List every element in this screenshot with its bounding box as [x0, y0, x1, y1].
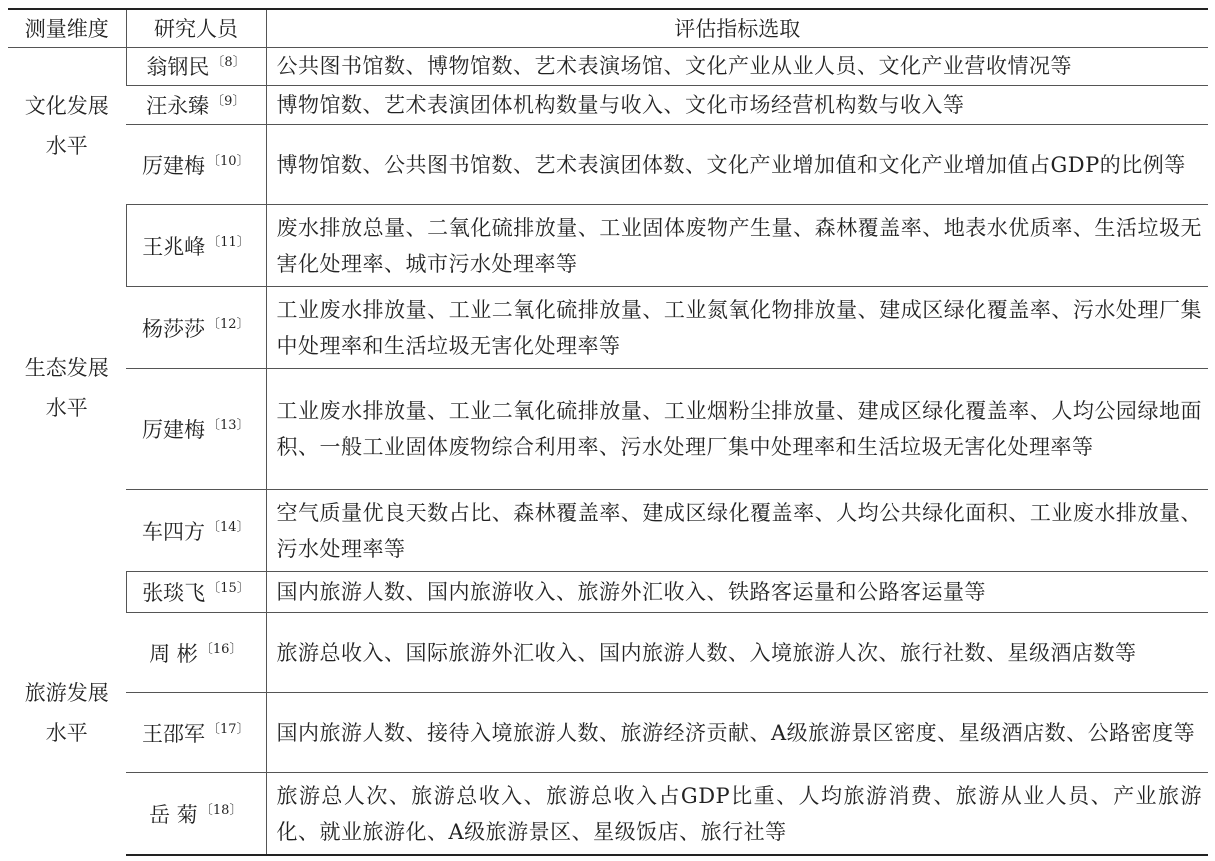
indicator-cell: 废水排放总量、二氧化硫排放量、工业固体废物产生量、森林覆盖率、地表水优质率、生活垃圾无害化处理率、城市污水处理率等 [266, 205, 1208, 287]
researcher-name: 车四方 [141, 519, 205, 544]
indicator-cell: 旅游总人次、旅游总收入、旅游总收入占GDP比重、人均旅游消费、旅游从业人员、产业旅游化、就业旅游化、A级旅游景区、星级饭店、旅行社等 [266, 773, 1208, 855]
table-row [8, 287, 1208, 369]
table-row [8, 572, 1208, 613]
citation-ref: 〔18〕 [199, 802, 243, 818]
researcher-name: 张琰飞 [142, 581, 206, 606]
dimension-label: 生态发展 [24, 356, 109, 381]
citation-ref: 〔13〕 [206, 418, 250, 434]
researcher-cell [126, 693, 266, 773]
indicator-cell: 旅游总收入、国际旅游外汇收入、国内旅游人数、入境旅游人次、旅行社数、星级酒店数等 [266, 613, 1208, 693]
researcher-cell [126, 205, 266, 287]
citation-ref: 〔15〕 [207, 581, 250, 597]
table-row [8, 86, 1208, 125]
table-row [8, 205, 1208, 287]
dimension-label: 水平 [45, 396, 88, 421]
indicator-cell: 空气质量优良天数占比、森林覆盖率、建成区绿化覆盖率、人均公共绿化面积、工业废水排放量、污水处理率等 [266, 490, 1208, 572]
researcher-cell [126, 369, 266, 490]
indicator-cell: 工业废水排放量、工业二氧化硫排放量、工业烟粉尘排放量、建成区绿化覆盖率、人均公园绿地面积、一般工业固体废物综合利用率、污水处理厂集中处理率和生活垃圾无害化处理率等 [266, 369, 1208, 490]
table-row [8, 490, 1208, 572]
indicator-cell: 工业废水排放量、工业二氧化硫排放量、工业氮氧化物排放量、建成区绿化覆盖率、污水处理厂集中处理率和生活垃圾无害化处理率等 [266, 287, 1208, 369]
table-row [8, 773, 1208, 855]
dimension-label: 水平 [45, 721, 88, 746]
indicator-cell: 博物馆数、公共图书馆数、艺术表演团体数、文化产业增加值和文化产业增加值占GDP的比例等 [266, 125, 1208, 205]
researcher-name: 厉建梅 [141, 418, 205, 443]
citation-ref: 〔9〕 [211, 94, 246, 110]
researcher-name: 王兆峰 [142, 234, 206, 259]
table-row [8, 613, 1208, 693]
citation-ref: 〔17〕 [206, 721, 250, 737]
researcher-cell [126, 125, 266, 205]
researcher-cell [126, 86, 266, 125]
indicator-cell: 国内旅游人数、国内旅游收入、旅游外汇收入、铁路客运量和公路客运量等 [266, 572, 1208, 613]
citation-ref: 〔14〕 [206, 519, 250, 535]
researcher-name: 厉建梅 [141, 153, 205, 178]
citation-ref: 〔8〕 [211, 55, 246, 71]
header-dimension: 测量维度 [8, 9, 126, 47]
header-row [8, 9, 1208, 47]
table-row [8, 47, 1208, 86]
researcher-cell [126, 773, 266, 855]
citation-ref: 〔11〕 [207, 234, 250, 250]
researcher-cell [126, 572, 266, 613]
researcher-name: 王邵军 [141, 721, 205, 746]
indicator-cell: 国内旅游人数、接待入境旅游人数、旅游经济贡献、A级旅游景区密度、星级酒店数、公路密度等 [266, 693, 1208, 773]
indicator-cell: 博物馆数、艺术表演团体机构数量与收入、文化市场经营机构数与收入等 [266, 86, 1208, 125]
researcher-name: 翁钢民 [146, 55, 210, 80]
indicator-cell: 公共图书馆数、博物馆数、艺术表演场馆、文化产业从业人员、文化产业营收情况等 [266, 47, 1208, 86]
header-indicators: 评估指标选取 [266, 9, 1208, 47]
dimension-cell [8, 47, 126, 205]
researcher-name: 岳 菊 [149, 802, 198, 827]
dimension-label: 旅游发展 [24, 681, 109, 706]
citation-ref: 〔12〕 [206, 316, 250, 332]
citation-ref: 〔16〕 [199, 641, 243, 657]
dimension-label: 文化发展 [24, 94, 109, 119]
header-researcher: 研究人员 [126, 9, 266, 47]
dimension-cell [8, 205, 126, 572]
dimension-label: 水平 [45, 134, 88, 159]
dimension-cell [8, 572, 126, 855]
table-row [8, 693, 1208, 773]
researcher-cell [126, 490, 266, 572]
researcher-name: 杨莎莎 [141, 316, 205, 341]
researcher-name: 周 彬 [149, 641, 198, 666]
researcher-name: 汪永臻 [146, 94, 210, 119]
citation-ref: 〔10〕 [206, 153, 250, 169]
researcher-cell [126, 47, 266, 86]
indicator-table [8, 8, 1208, 856]
table-row [8, 369, 1208, 490]
table-row [8, 125, 1208, 205]
researcher-cell [126, 287, 266, 369]
researcher-cell [126, 613, 266, 693]
